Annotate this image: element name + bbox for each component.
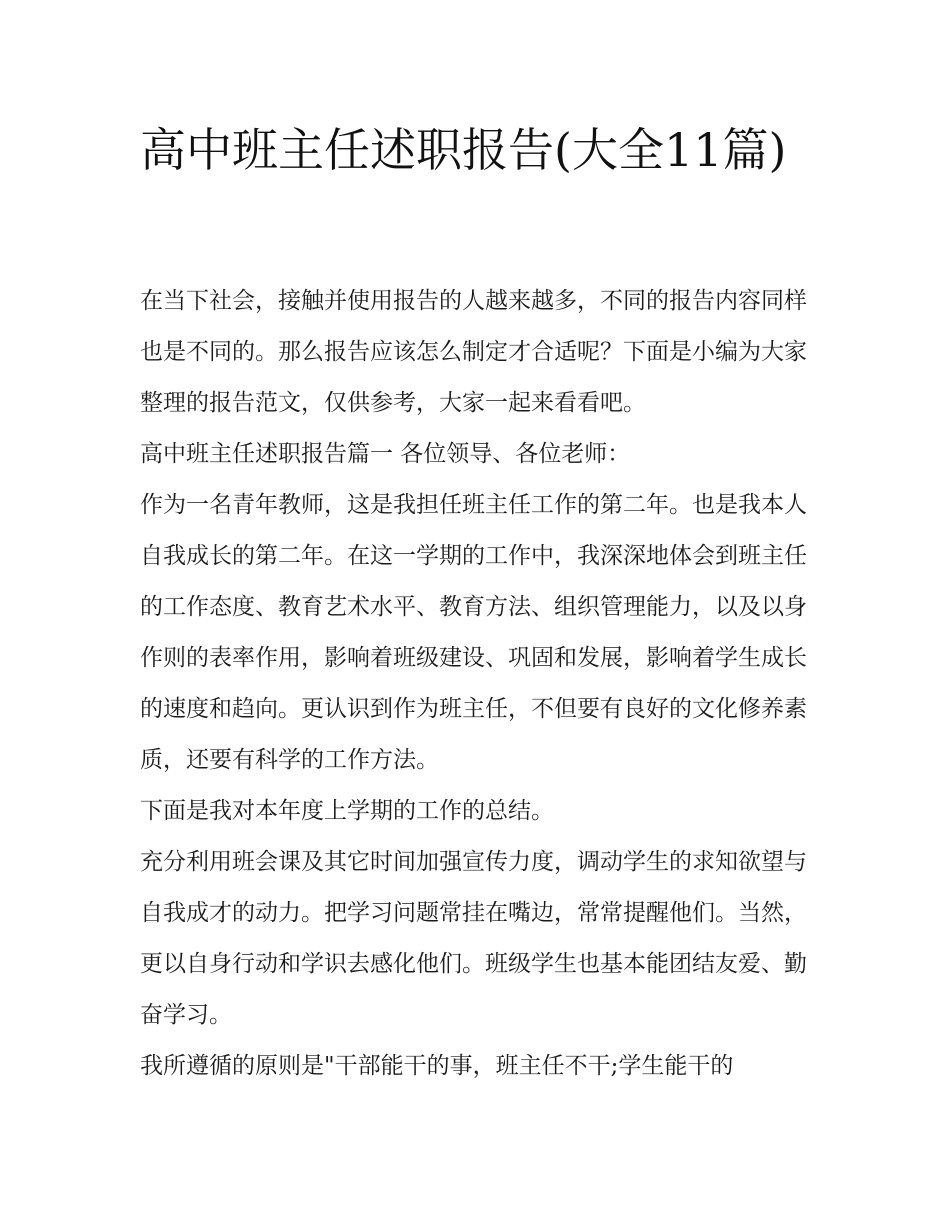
document-body (140, 276, 815, 1092)
paragraph-principle: 我所遵循的原则是"干部能干的事，班主任不干;学生能干的 (140, 1053, 734, 1079)
paragraph-intro: 在当下社会，接触并使用报告的人越来越多，不同的报告内容同样也是不同的。那么报告应该怎么制定才合适呢？下面是小编为大家整理的报告范文，仅供参考，大家一起来看看吧。 (140, 288, 807, 416)
document-title: 高中班主任述职报告(大全11篇) (140, 123, 787, 177)
paragraph-section-heading: 高中班主任述职报告篇一 各位领导、各位老师： (140, 441, 631, 467)
paragraph-summary-intro: 下面是我对本年度上学期的工作的总结。 (140, 798, 554, 824)
paragraph-class-meeting: 充分利用班会课及其它时间加强宣传力度，调动学生的求知欲望与自我成才的动力。把学习问题常挂在嘴边，常常提醒他们。当然，更以自身行动和学识去感化他们。班级学生也基本能团结友爱、勤奋学习。 (140, 849, 807, 1028)
paragraph-role-reflection: 作为一名青年教师，这是我担任班主任工作的第二年。也是我本人自我成长的第二年。在这一学期的工作中，我深深地体会到班主任的工作态度、教育艺术水平、教育方法、组织管理能力，以及以身作则的表率作用，影响着班级建设、巩固和发展，影响着学生成长的速度和趋向。更认识到作为班主任，不但要有良好的文化修养素质，还要有科学的工作方法。 (140, 492, 807, 773)
